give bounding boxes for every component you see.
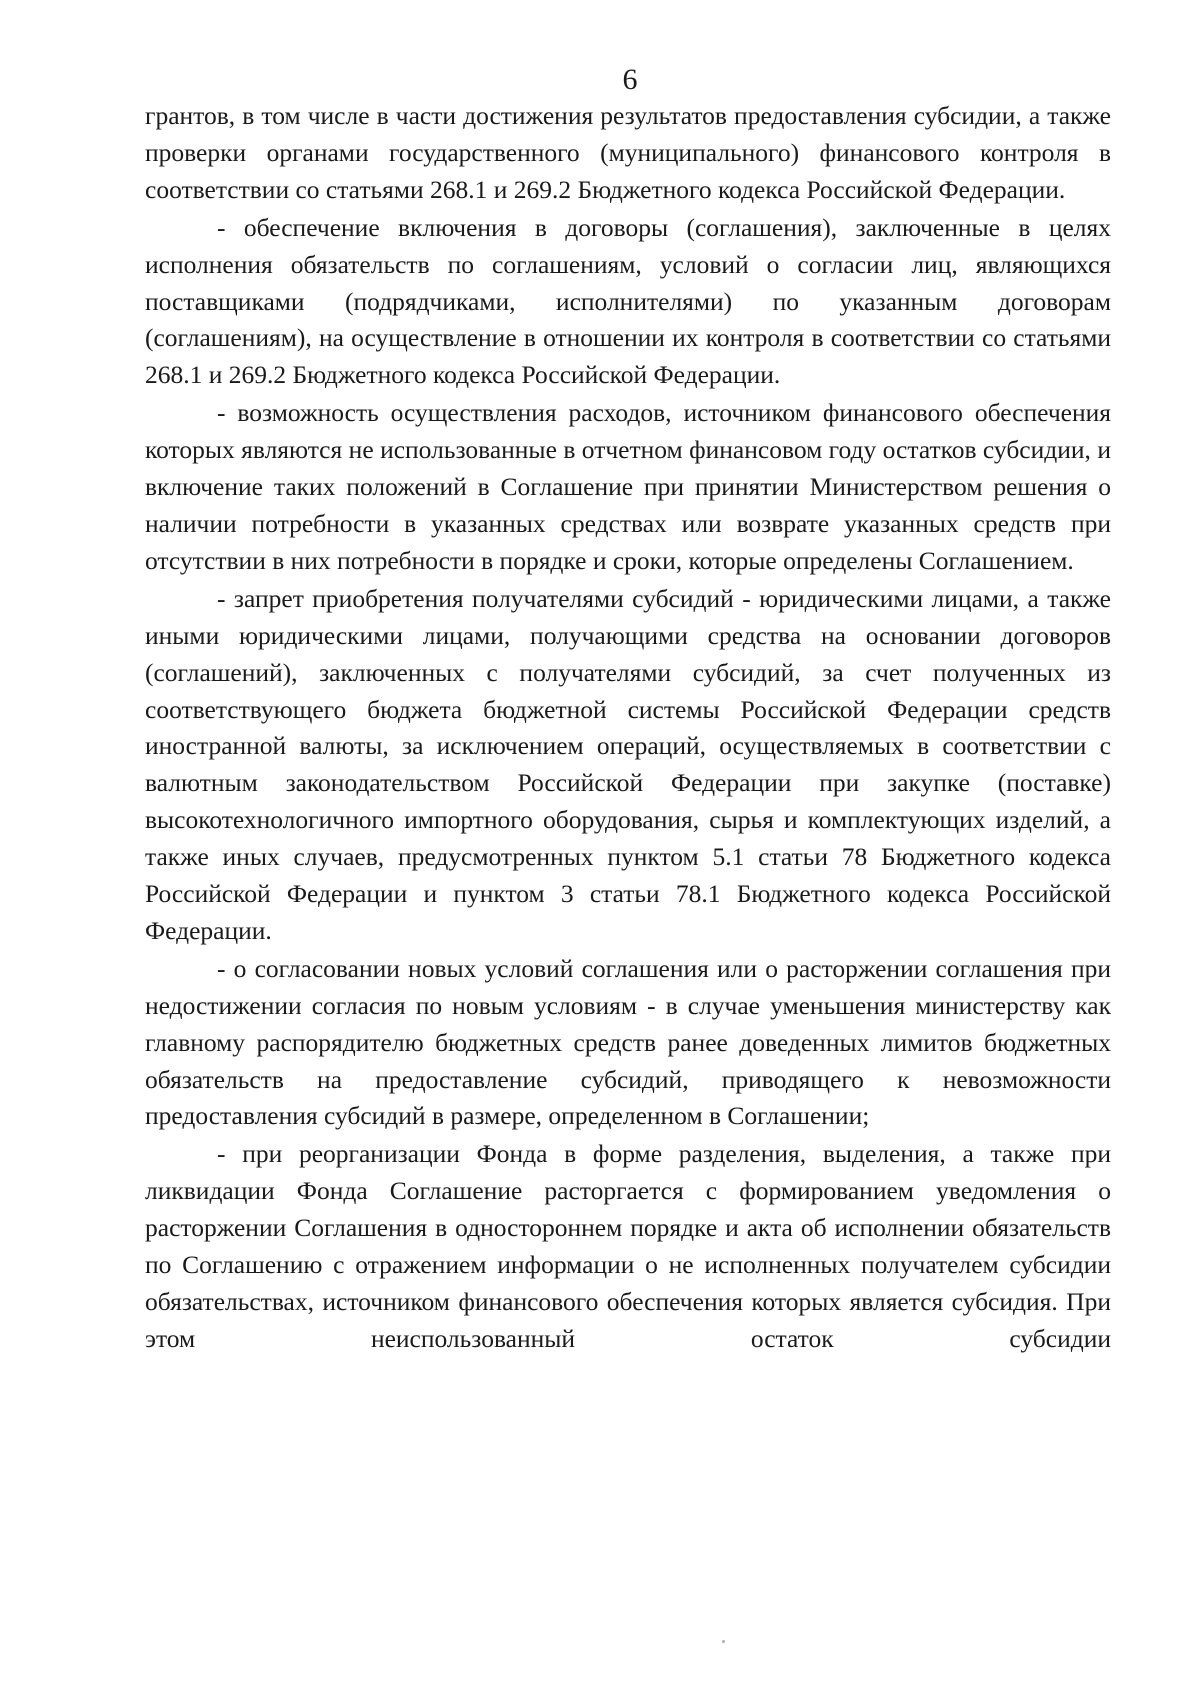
paragraph-reorganization: - при реорганизации Фонда в форме разделения, выделения, а также при ликвидации Фонда Соглашение расторгается с формированием уведомления о расторжении Соглашения в одностороннем порядке и акта об исполнении обязательств по Соглашению с отражением информации о не исполненных получателем субсидии обязательствах, источником финансового обеспечения которых является субсидия. При этом неиспользованный остаток субсидии <box>145 1139 1111 1353</box>
paragraph-grants-control: грантов, в том числе в части достижения результатов предоставления субсидии, а также проверки органами государственного (муниципального) финансового контроля в соответствии со статьями 268.1 и 269.2 Бюджетного кодекса Российской Федерации. <box>145 101 1111 204</box>
scan-speck <box>722 1640 725 1643</box>
page-number: 6 <box>622 63 638 96</box>
paragraph-unused-balance: - возможность осуществления расходов, источником финансового обеспечения которых являются не использованные в отчетном финансовом году остатков субсидии, и включение таких положений в Соглашение при принятии Министерством решения о наличии потребности в указанных средствах или возврате указанных средств при отсутствии в них потребности в порядке и сроки, которые определены Соглашением. <box>145 398 1111 575</box>
paragraph-contract-consent: - обеспечение включения в договоры (соглашения), заключенные в целях исполнения обязательств по соглашениям, условий о согласии лиц, являющихся поставщиками (подрядчиками, исполнителями) по указанным договорам (соглашениям), на осуществление в отношении их контроля в соответствии со статьями 268.1 и 269.2 Бюджетного кодекса Российской Федерации. <box>145 212 1111 390</box>
paragraph-new-conditions: - о согласовании новых условий соглашения или о расторжении соглашения при недостижении согласия по новым условиям - в случае уменьшения министерству как главному распорядителю бюджетных средств ранее доведенных лимитов бюджетных обязательств на предоставление субсидий, приводящего к невозможности предоставления субсидий в размере, определенном в Соглашении; <box>145 953 1111 1131</box>
paragraph-currency-ban: - запрет приобретения получателями субсидий - юридическими лицами, а также иными юридическими лицами, получающими средства на основании договоров (соглашений), заключенных с получателями субсидий, за счет полученных из соответствующего бюджета бюджетной системы Российской Федерации средств иностранной валюты, за исключением операций, осуществляемых в соответствии с валютным законодательством Российской Федерации при закупке (поставке) высокотехнологичного импортного оборудования, сырья и комплектующих изделий, а также иных случаев, предусмотренных пунктом 5.1 статьи 78 Бюджетного кодекса Российской Федерации и пунктом 3 статьи 78.1 Бюджетного кодекса Российской Федерации. <box>145 583 1111 945</box>
document-body <box>145 98 1111 1358</box>
